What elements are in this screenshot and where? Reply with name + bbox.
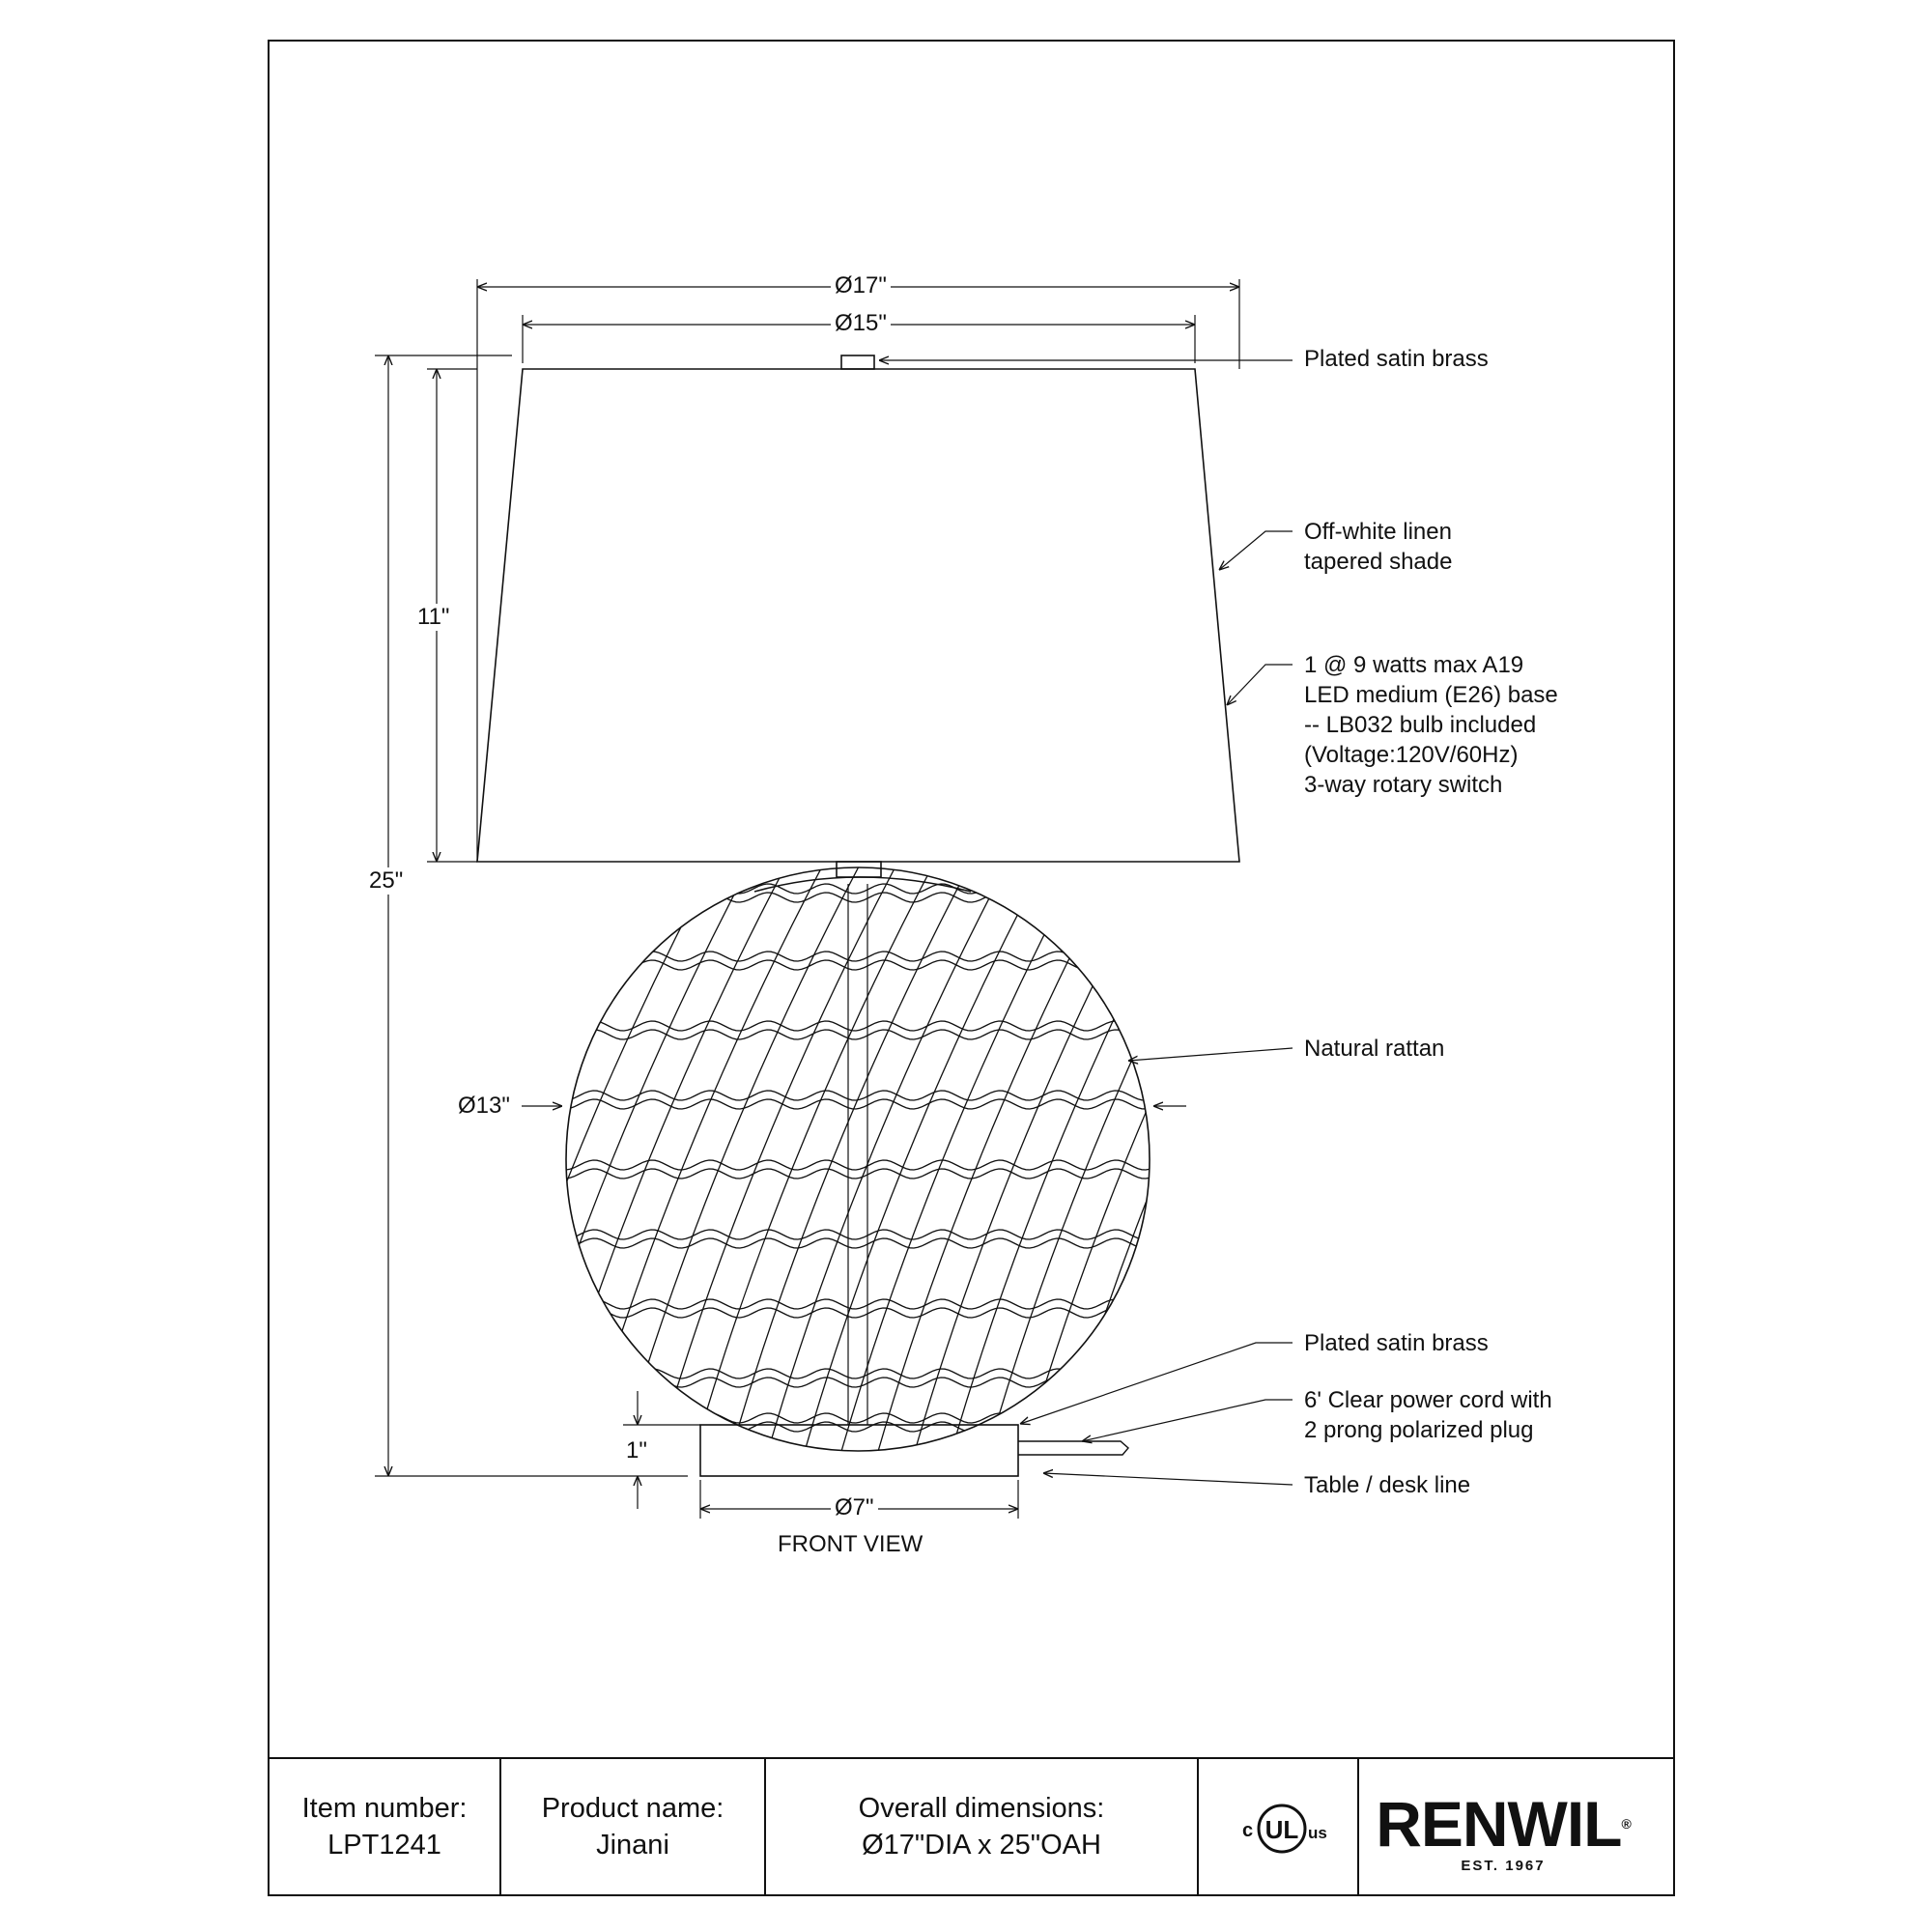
dim-base-height: 1" <box>622 1437 651 1464</box>
rattan-strand <box>249 850 500 1468</box>
power-cord <box>1018 1441 1128 1455</box>
callout-bulb <box>1304 650 1558 800</box>
rattan-strand <box>983 850 1235 1468</box>
callout-shade-line: Off-white linen <box>1304 519 1452 545</box>
brand-established: EST. 1967 <box>1461 1858 1546 1874</box>
rattan-strand <box>800 850 1051 1468</box>
callout-bulb-line: 3-way rotary switch <box>1304 772 1503 798</box>
item-number-cell <box>269 1758 500 1895</box>
dim-shade-height: 11" <box>413 604 453 631</box>
item-number-value: LPT1241 <box>327 1830 441 1861</box>
rattan-band <box>551 1413 1169 1423</box>
rattan-strand <box>1240 850 1492 1468</box>
rattan-strand <box>323 850 574 1468</box>
sheet-border <box>269 41 1674 1895</box>
rattan-strand <box>66 850 317 1468</box>
rattan-strand <box>1094 850 1345 1468</box>
rattan-strand <box>1204 850 1455 1468</box>
rattan-strand <box>506 850 757 1468</box>
rattan-band <box>551 1238 1169 1248</box>
rattan-band <box>551 1299 1169 1309</box>
leader-lines <box>879 360 1293 1485</box>
dim-body-dia: Ø13" <box>454 1093 514 1120</box>
rattan-band <box>551 952 1169 961</box>
rattan-strand <box>139 850 390 1468</box>
rattan-strand <box>910 850 1161 1468</box>
rattan-strand <box>726 850 978 1468</box>
rattan-strand <box>1057 850 1308 1468</box>
brand-logo <box>1360 1788 1646 1878</box>
item-number-label: Item number: <box>301 1793 468 1824</box>
rattan-band <box>551 1160 1169 1170</box>
rattan-band <box>551 893 1169 902</box>
callout-bulb-line: 1 @ 9 watts max A19 <box>1304 652 1524 678</box>
rattan-weave <box>66 850 1528 1468</box>
product-name-label: Product name: <box>541 1793 724 1824</box>
rattan-strand <box>543 850 794 1468</box>
rattan-strand <box>1277 850 1528 1468</box>
callout-body: Natural rattan <box>1304 1036 1445 1062</box>
callout-bulb-line: (Voltage:120V/60Hz) <box>1304 742 1519 768</box>
rattan-band <box>551 1422 1169 1432</box>
rattan-body <box>566 867 1150 1451</box>
rattan-band <box>551 1230 1169 1239</box>
dim-shade-top-dia: Ø15" <box>831 310 891 337</box>
rattan-strand <box>176 850 427 1468</box>
callout-cord-line: 6' Clear power cord with <box>1304 1387 1552 1413</box>
callout-base: Plated satin brass <box>1304 1330 1489 1356</box>
brand-name <box>1360 1788 1646 1860</box>
lamp-shade <box>477 369 1239 862</box>
rattan-strand <box>102 850 354 1468</box>
ul-mark: UL <box>1264 1815 1299 1844</box>
ul-c: c <box>1242 1820 1254 1841</box>
ul-us: us <box>1308 1824 1327 1842</box>
callout-cord <box>1304 1385 1552 1445</box>
rattan-strand <box>1020 850 1271 1468</box>
ul-listed-mark-icon <box>1229 1798 1335 1856</box>
brand-registered: ® <box>1621 1816 1631 1832</box>
dim-overall-height: 25" <box>365 867 407 895</box>
product-name-value: Jinani <box>596 1830 669 1861</box>
view-title: FRONT VIEW <box>778 1531 923 1557</box>
callout-shade-line: tapered shade <box>1304 549 1453 575</box>
callout-shade <box>1304 517 1452 577</box>
rattan-strand <box>1130 850 1381 1468</box>
callout-finial: Plated satin brass <box>1304 346 1489 372</box>
rattan-strand <box>580 850 831 1468</box>
product-name-cell <box>500 1758 765 1895</box>
overall-dimensions-cell <box>765 1758 1198 1895</box>
rattan-strand <box>616 850 867 1468</box>
rattan-band <box>551 884 1169 894</box>
callout-cord-line: 2 prong polarized plug <box>1304 1417 1534 1443</box>
rattan-strand <box>433 850 684 1468</box>
rattan-strand <box>763 850 1014 1468</box>
callout-table-line: Table / desk line <box>1304 1472 1471 1498</box>
rattan-strand <box>837 850 1088 1468</box>
rattan-band <box>551 1308 1169 1318</box>
brand-wordmark: RENWIL <box>1376 1788 1622 1860</box>
finial <box>841 355 874 369</box>
rattan-band <box>551 1378 1169 1387</box>
rattan-band <box>551 1369 1169 1378</box>
lamp-neck <box>837 862 881 877</box>
overall-dimensions-label: Overall dimensions: <box>858 1793 1105 1824</box>
rattan-strand <box>1167 850 1418 1468</box>
rattan-strand <box>359 850 611 1468</box>
rattan-strand <box>396 850 647 1468</box>
dim-shade-outer-dia: Ø17" <box>831 272 891 299</box>
overall-dimensions-value: Ø17"DIA x 25"OAH <box>862 1830 1101 1861</box>
rattan-strand <box>213 850 464 1468</box>
rattan-strand <box>873 850 1124 1468</box>
callout-bulb-line: -- LB032 bulb included <box>1304 712 1537 738</box>
rattan-strand <box>286 850 537 1468</box>
dim-base-dia: Ø7" <box>831 1494 878 1521</box>
callout-bulb-line: LED medium (E26) base <box>1304 682 1558 708</box>
rattan-strand <box>469 850 721 1468</box>
rattan-band <box>551 1030 1169 1039</box>
